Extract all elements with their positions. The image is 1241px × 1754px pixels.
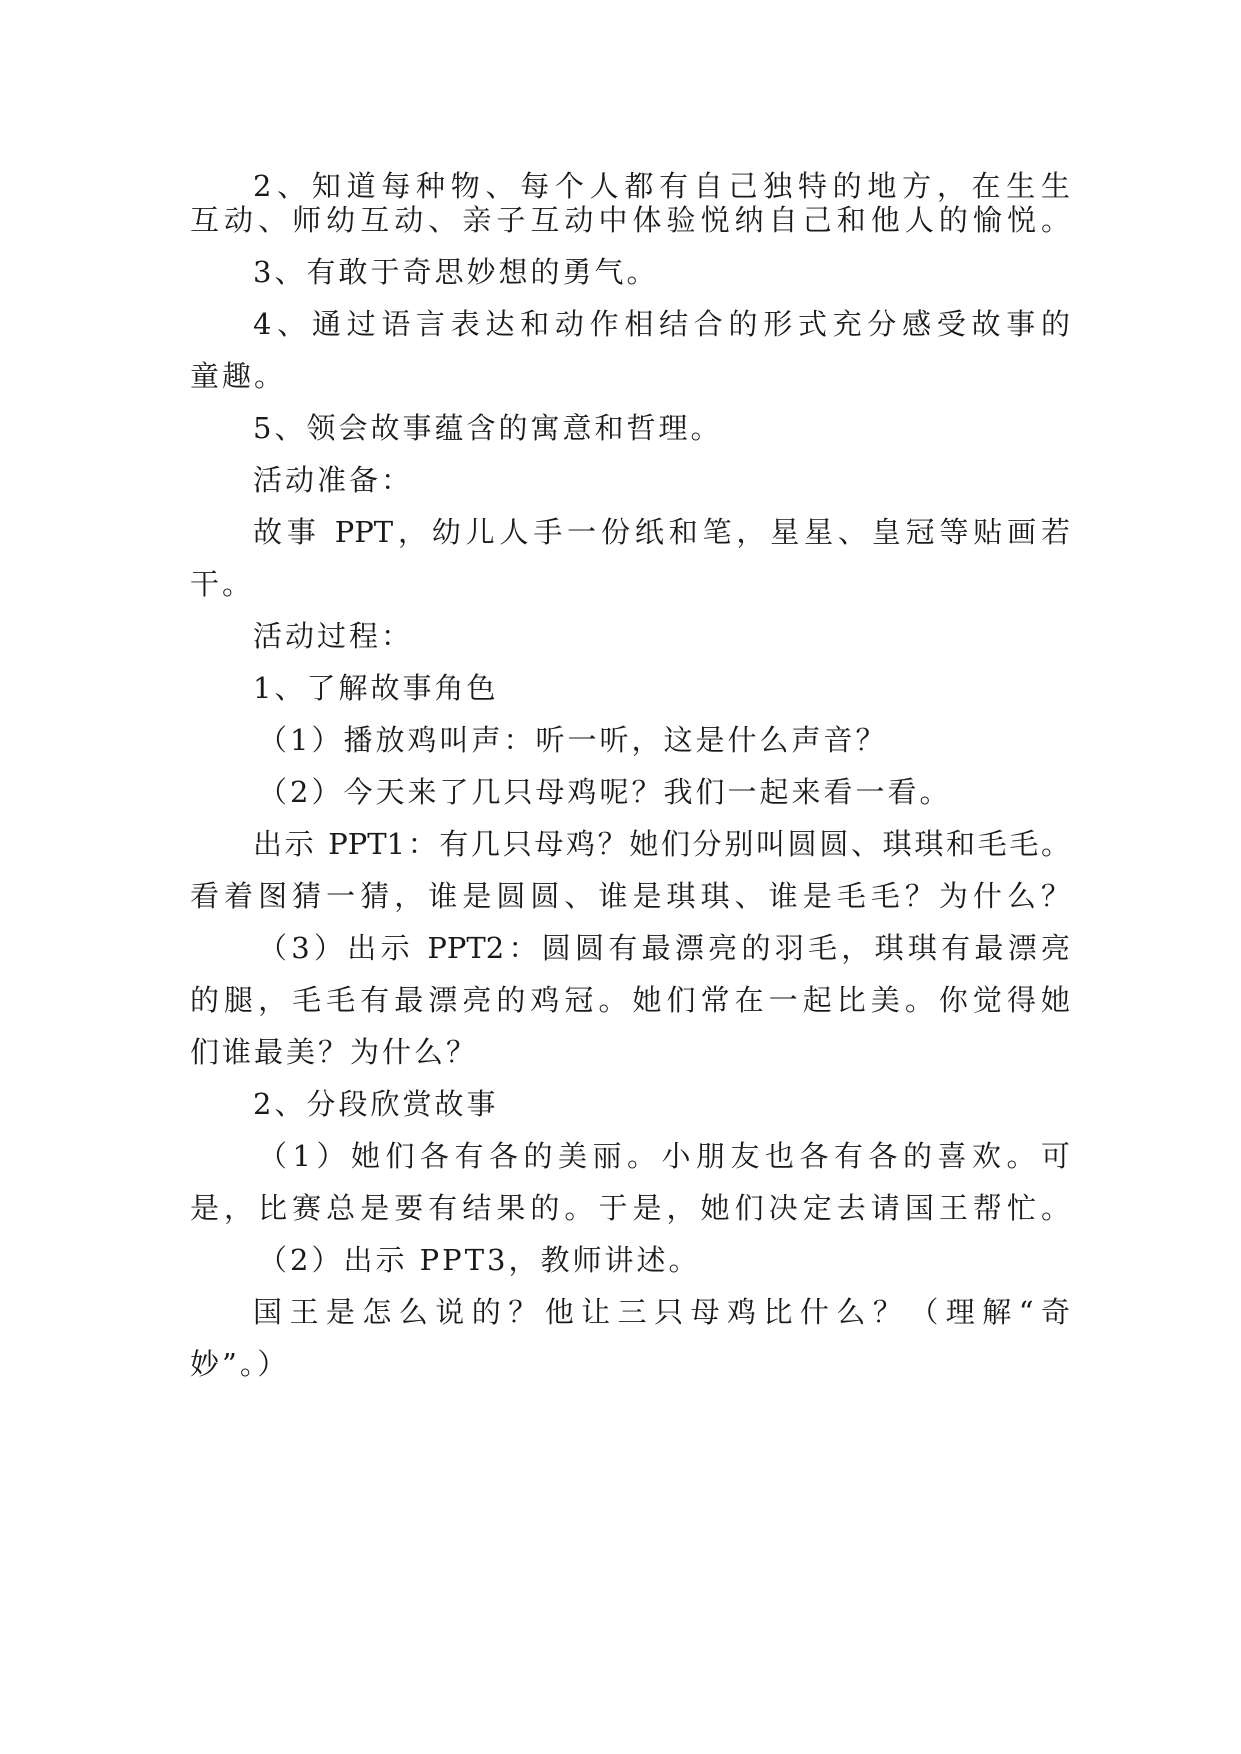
text-line: 们谁最美？为什么？ [190, 1035, 479, 1069]
text-line: 3、有敢于奇思妙想的勇气。 [253, 255, 659, 289]
text-line: 互动、师幼互动、亲子互动中体验悦纳自己和他人的愉悦。 [190, 203, 1070, 237]
text-line: 童趣。 [190, 359, 287, 393]
text-line: 看着图猜一猜，谁是圆圆、谁是琪琪、谁是毛毛？为什么？ [190, 879, 1070, 913]
text-line: （1）播放鸡叫声：听一听，这是什么声音？ [258, 723, 888, 757]
text-line: 干。 [190, 567, 255, 601]
text-line: （3）出示 PPT2：圆圆有最漂亮的羽毛，琪琪有最漂亮 [258, 931, 1070, 965]
text-line: 是，比赛总是要有结果的。于是，她们决定去请国王帮忙。 [190, 1191, 1070, 1225]
text-line: （2）今天来了几只母鸡呢？我们一起来看一看。 [258, 775, 952, 809]
text-line: 2、知道每种物、每个人都有自己独特的地方，在生生 [253, 169, 1070, 203]
text-line: 2、分段欣赏故事 [253, 1087, 499, 1121]
text-line: （1）她们各有各的美丽。小朋友也各有各的喜欢。可 [258, 1139, 1070, 1173]
text-line: 故事 PPT，幼儿人手一份纸和笔，星星、皇冠等贴画若 [253, 515, 1070, 549]
text-line: （2）出示 PPT3，教师讲述。 [258, 1243, 701, 1277]
text-line: 5、领会故事蕴含的寓意和哲理。 [253, 411, 723, 445]
text-line: 妙”。） [190, 1347, 290, 1381]
text-line: 4、通过语言表达和动作相结合的形式充分感受故事的 [253, 307, 1070, 341]
text-line: 1、了解故事角色 [253, 671, 499, 705]
text-line: 国王是怎么说的？他让三只母鸡比什么？（理解“奇 [253, 1295, 1070, 1329]
text-line: 的腿，毛毛有最漂亮的鸡冠。她们常在一起比美。你觉得她 [190, 983, 1070, 1017]
section-heading: 活动过程： [253, 619, 414, 653]
section-heading: 活动准备： [253, 463, 414, 497]
text-line: 出示 PPT1：有几只母鸡？她们分别叫圆圆、琪琪和毛毛。 [253, 827, 1070, 861]
